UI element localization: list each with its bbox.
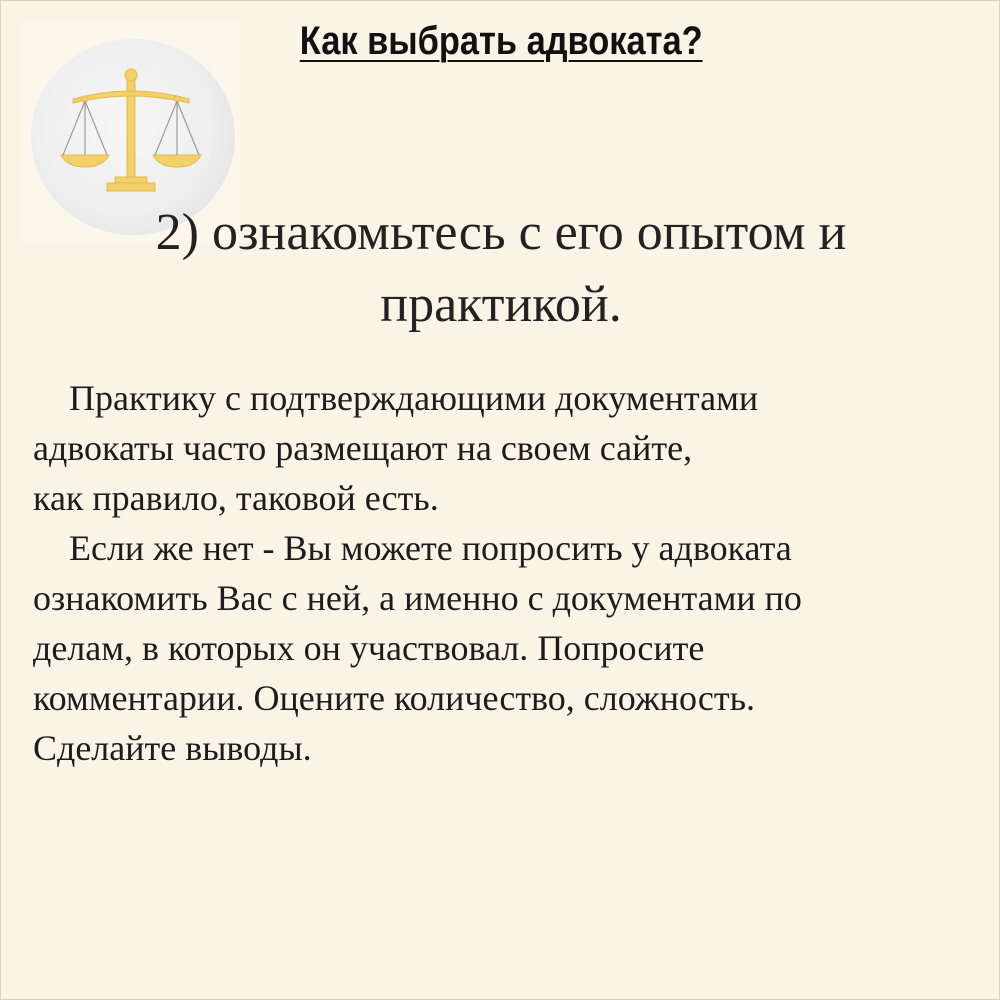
body-line-5: ознакомить Вас с ней, а именно с документами по xyxy=(33,578,802,618)
body-line-7: комментарии. Оцените количество, сложность. xyxy=(33,678,756,718)
body-text xyxy=(33,373,933,773)
body-line-8: Сделайте выводы. xyxy=(33,728,312,768)
body-line-6: делам, в которых он участвовал. Попросите xyxy=(33,628,705,668)
body-line-1: Практику с подтверждающими документами xyxy=(69,378,759,418)
body-line-2: адвокаты часто размещают на своем сайте, xyxy=(33,428,693,468)
section-heading-line-1: 2) ознакомьтесь с его опытом и xyxy=(155,204,847,261)
page-title-text: Как выбрать адвоката? xyxy=(299,19,703,63)
body-line-4: Если же нет - Вы можете попросить у адвоката xyxy=(69,528,792,568)
page-title xyxy=(1,19,1000,64)
body-line-3: как правило, таковой есть. xyxy=(33,478,439,518)
section-heading-line-2: практикой. xyxy=(380,276,622,333)
section-heading xyxy=(101,197,901,341)
